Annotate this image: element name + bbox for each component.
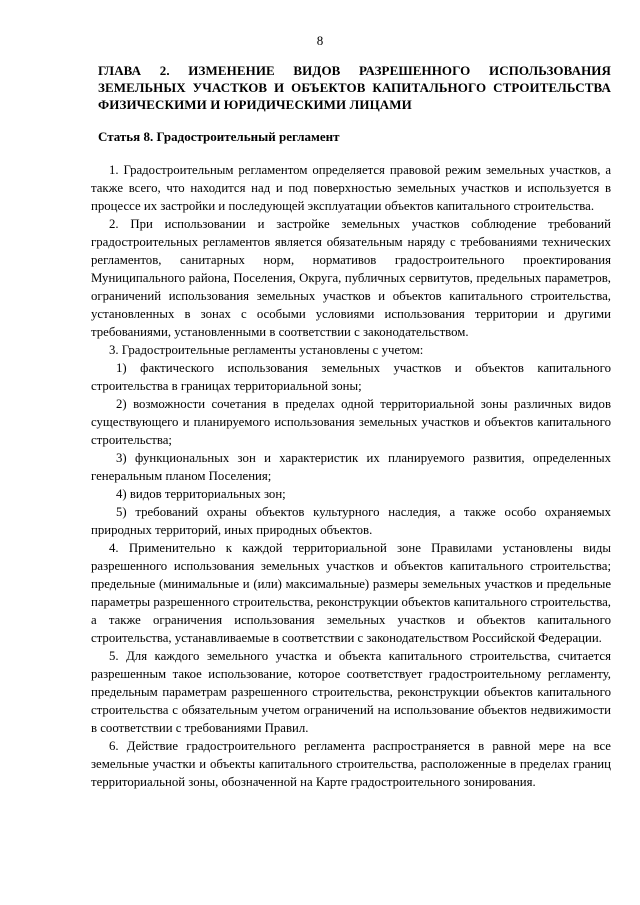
paragraph-3-item-3: 3) функциональных зон и характеристик их планируемого развития, определенных генеральным планом Поселения; [91,451,611,483]
paragraph-5: 5. Для каждого земельного участка и объекта капитального строительства, считается разрешенным такое использование, которое соответствует градостроительному регламенту, предельным параметрам разрешенного строительства, реконструкции объектов капитального строительства с обязательным учетом ограничений на использование объектов недвижимости в соответствии с требованиями Правил. [91,649,611,735]
document-body [91,62,611,791]
paragraph-1: 1. Градостроительным регламентом определяется правовой режим земельных участков, а также всего, что находится над и под поверхностью земельных участков и используется в процессе их застройки и последующей эксплуатации объектов капитального строительства. [91,163,611,213]
article-title: Статья 8. Градостроительный регламент [98,129,340,144]
chapter-title: ГЛАВА 2. ИЗМЕНЕНИЕ ВИДОВ РАЗРЕШЕННОГО ИСПОЛЬЗОВАНИЯ ЗЕМЕЛЬНЫХ УЧАСТКОВ И ОБЪЕКТОВ КАПИТАЛЬНОГО СТРОИТЕЛЬСТВА ФИЗИЧЕСКИМИ И ЮРИДИЧЕСКИМИ ЛИЦАМИ [98,63,611,112]
paragraph-3-item-5: 5) требований охраны объектов культурного наследия, а также особо охраняемых природных территорий, иных природных объектов. [91,505,611,537]
paragraph-6: 6. Действие градостроительного регламента распространяется в равной мере на все земельные участки и объекты капитального строительства, расположенные в пределах границ территориальной зоны, обозначенной на Карте градостроительного зонирования. [91,739,611,789]
paragraph-3: 3. Градостроительные регламенты установлены с учетом: [109,343,424,357]
paragraph-3-item-2: 2) возможности сочетания в пределах одной территориальной зоны различных видов существующего и планируемого использования земельных участков и объектов капитального строительства; [91,397,611,447]
paragraph-3-item-4: 4) видов территориальных зон; [116,487,286,501]
paragraph-4: 4. Применительно к каждой территориальной зоне Правилами установлены виды разрешенного использования земельных участков и объектов капитального строительства; предельные (минимальные и (или) максимальные) размеры земельных участков и предельные параметры разрешенного строительства, реконструкции объектов капитального строительства, а также ограничения использования земельных участков и объектов капитального строительства, устанавливаемые в соответствии с законодательством Российской Федерации. [91,541,611,645]
paragraph-2: 2. При использовании и застройке земельных участков соблюдение требований градостроительных регламентов является обязательным наряду с требованиями технических регламентов, санитарных норм, нормативов градостроительного проектирования Муниципального района, Поселения, Округа, публичных сервитутов, предельных параметров, ограничений использования земельных участков и объектов капитального строительства, установленных в зонах с особыми условиями использования территории и другими требованиями, установленными в соответствии с законодательством. [91,217,611,339]
page-number: 8 [316,33,324,48]
paragraph-3-item-1: 1) фактического использования земельных участков и объектов капитального строительства в границах территориальной зоны; [91,361,611,393]
